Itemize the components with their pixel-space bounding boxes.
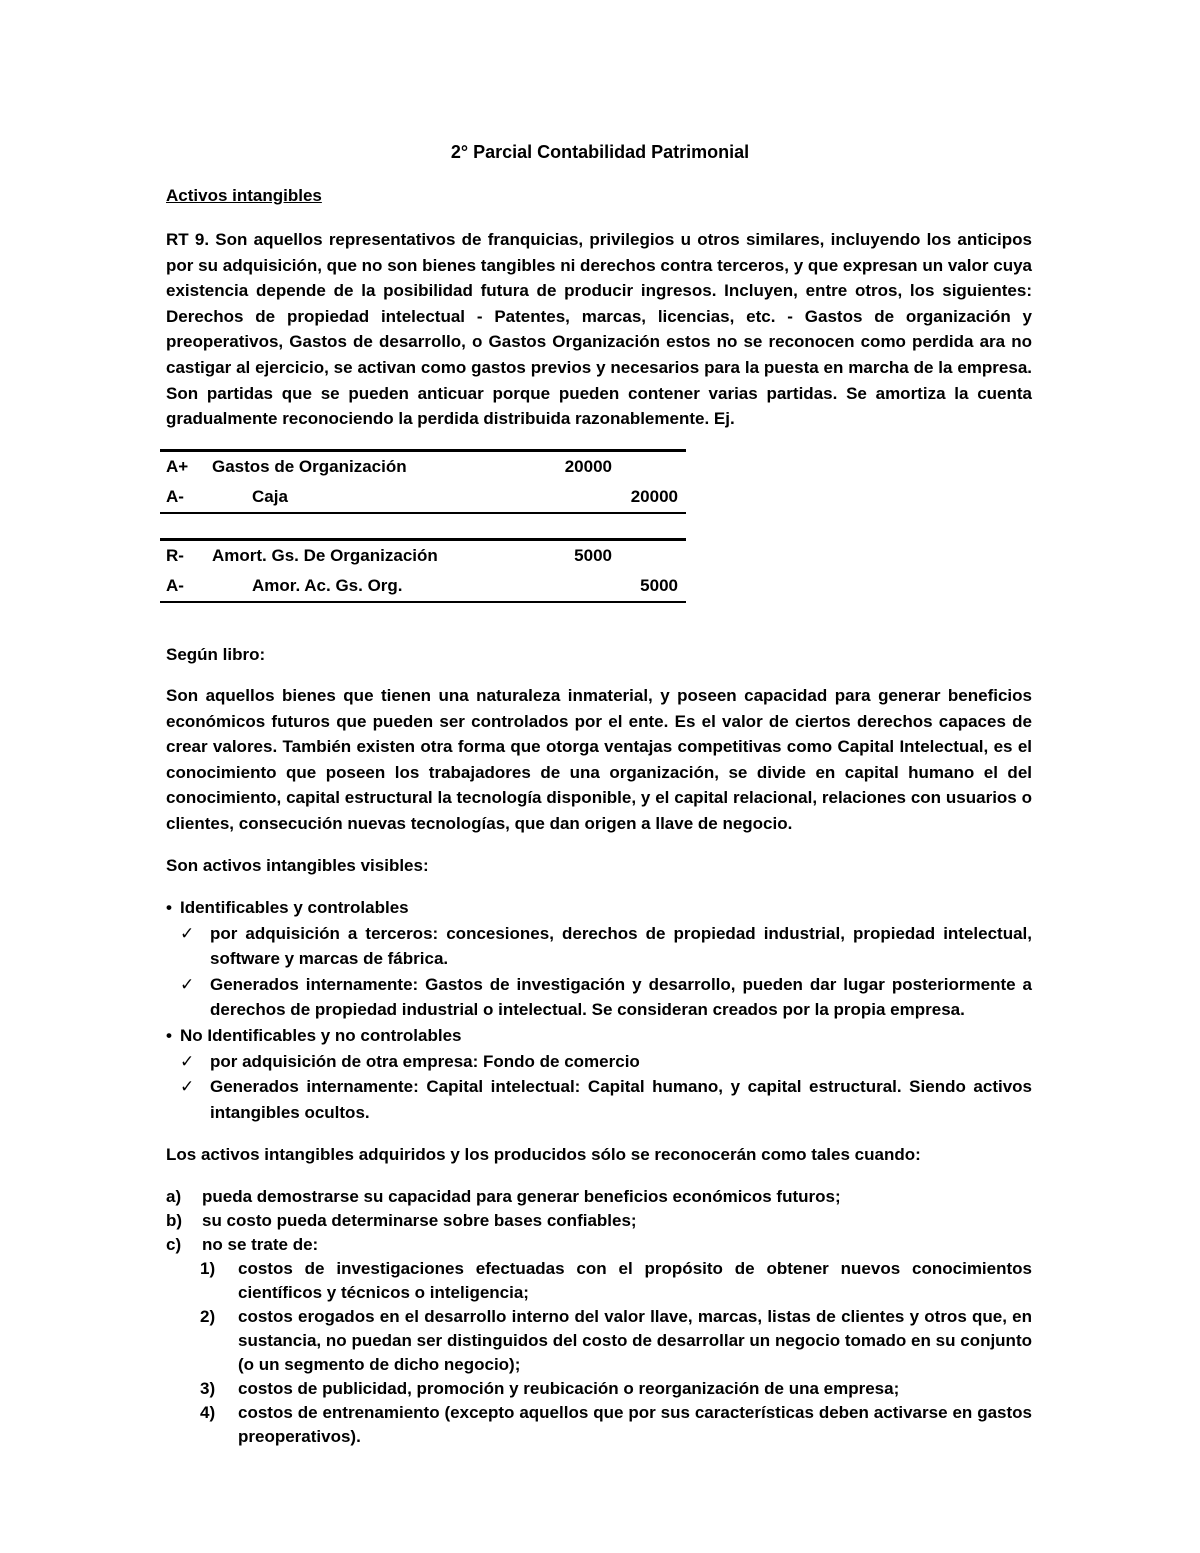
list-item: [166, 1185, 1032, 1209]
item-marker: 3): [200, 1379, 216, 1398]
item-marker: 1): [200, 1259, 216, 1278]
segun-libro-paragraph: [166, 683, 1032, 837]
journal-entry-2: [160, 538, 686, 603]
item-marker: 2): [200, 1307, 216, 1326]
entry-sign: A+: [160, 451, 212, 483]
entry-sign: R-: [160, 540, 212, 572]
entry-debit: 5000: [552, 540, 612, 572]
list-item: [166, 1049, 1032, 1075]
entry-credit: [612, 540, 686, 572]
segun-libro-heading: Según libro:: [166, 645, 266, 664]
check-icon: ✓: [180, 1077, 195, 1097]
item-marker: 4): [200, 1403, 216, 1422]
list-item: [166, 1257, 1032, 1305]
reconocimiento-heading: Los activos intangibles adquiridos y los producidos sólo se reconocerán como tales cuando:: [166, 1145, 921, 1164]
visibles-heading: Son activos intangibles visibles:: [166, 856, 429, 875]
entry-account: Gastos de Organización: [212, 451, 552, 483]
check-text: Generados internamente: Capital intelectual: Capital humano, y capital estructural. Siendo activos intangibles ocultos.: [210, 1077, 1032, 1122]
check-icon: ✓: [180, 974, 195, 994]
segun-libro-text: Son aquellos bienes que tienen una naturaleza inmaterial, y poseen capacidad para generar beneficios económicos futuros que pueden ser controlados por el ente. Es el valor de ciertos derechos capaces de crear valores. También existen otra forma que otorga ventajas competitivas como Capital Intelectual, es el conocimiento que poseen los trabajadores de una organización, se divide en capital humano el del conocimiento, capital estructural la tecnología disponible, y el capital relacional, relaciones con usuarios o clientes, consecución nuevas tecnologías, que dan origen a llave de negocio.: [166, 686, 1032, 833]
list-item: [166, 1305, 1032, 1377]
table-row: [160, 451, 686, 483]
page-title: 2° Parcial Contabilidad Patrimonial: [450, 142, 750, 162]
item-text: pueda demostrarse su capacidad para generar beneficios económicos futuros;: [202, 1187, 841, 1206]
check-text: por adquisición de otra empresa: Fondo de comercio: [210, 1051, 640, 1071]
list-item: [166, 1401, 1032, 1449]
entry-debit: 20000: [552, 451, 612, 483]
table-row: [160, 571, 686, 602]
table-row: [160, 540, 686, 572]
section-heading: Activos intangibles: [166, 186, 322, 205]
rt9-paragraph: [166, 227, 1032, 432]
entry-account: Amor. Ac. Gs. Org.: [212, 571, 552, 602]
item-text: costos de entrenamiento (excepto aquellos que por sus características deben activarse en gastos preoperativos).: [238, 1403, 1032, 1446]
item-text: no se trate de:: [202, 1235, 319, 1254]
list-item: [166, 1023, 1032, 1049]
list-item: [166, 1377, 1032, 1401]
item-marker: b): [166, 1211, 183, 1230]
journal-entry-1: [160, 449, 686, 514]
rt9-text: RT 9. Son aquellos representativos de franquicias, privilegios u otros similares, incluyendo los anticipos por su adquisición, que no son bienes tangibles ni derechos contra terceros, y que expresan un valor cuya existencia depende de la posibilidad futura de producir ingresos. Incluyen, entre otros, los siguientes: Derechos de propiedad intelectual - Patentes, marcas, licencias, etc. - Gastos de organización y preoperativos, Gastos de desarrollo, o Gastos Organización estos no se reconocen como perdida ara no castigar al ejercicio, se activan como gastos previos y necesarios para la puesta en marcha de la empresa. Son partidas que se pueden anticuar porque pueden contener varias partidas. Se amortiza la cuenta gradualmente reconociendo la perdida distribuida razonablemente. Ej.: [166, 230, 1032, 429]
entry-credit: 5000: [612, 571, 686, 602]
check-icon: ✓: [180, 1051, 195, 1071]
entry-debit: [552, 571, 612, 602]
conditions-list: [166, 1185, 1032, 1449]
list-item: [166, 1233, 1032, 1257]
item-text: costos erogados en el desarrollo interno del valor llave, marcas, listas de clientes y otros que, en sustancia, no puedan ser distinguidos del costo de desarrollar un negocio tomado en su conjunto (o un segmento de dicho negocio);: [238, 1307, 1032, 1374]
entry-credit: 20000: [612, 482, 686, 513]
list-item: [166, 1074, 1032, 1125]
item-text: costos de investigaciones efectuadas con el propósito de obtener nuevos conocimientos científicos y técnicos o inteligencia;: [238, 1259, 1032, 1302]
intangibles-list: [166, 895, 1032, 1125]
check-icon: ✓: [180, 923, 195, 943]
bullet-icon: •: [166, 898, 172, 917]
list-item: [166, 972, 1032, 1023]
entry-credit: [612, 451, 686, 483]
entry-account: Amort. Gs. De Organización: [212, 540, 552, 572]
item-marker: a): [166, 1187, 182, 1206]
list-item: [166, 1209, 1032, 1233]
table-row: [160, 482, 686, 513]
bullet-label: Identificables y controlables: [180, 898, 409, 917]
entry-account: Caja: [212, 482, 552, 513]
check-text: Generados internamente: Gastos de investigación y desarrollo, pueden dar lugar posteriormente a derechos de propiedad industrial o intelectual. Se consideran creados por la propia empresa.: [210, 974, 1032, 1020]
entry-sign: A-: [160, 482, 212, 513]
list-item: [166, 895, 1032, 921]
bullet-icon: •: [166, 1025, 172, 1045]
entry-debit: [552, 482, 612, 513]
check-text: por adquisición a terceros: concesiones, derechos de propiedad industrial, propiedad intelectual, software y marcas de fábrica.: [210, 923, 1032, 969]
item-marker: c): [166, 1235, 182, 1254]
bullet-label: No Identificables y no controlables: [180, 1025, 462, 1045]
list-item: [166, 921, 1032, 972]
entry-sign: A-: [160, 571, 212, 602]
item-text: costos de publicidad, promoción y reubicación o reorganización de una empresa;: [238, 1379, 900, 1398]
item-text: su costo pueda determinarse sobre bases confiables;: [202, 1211, 637, 1230]
